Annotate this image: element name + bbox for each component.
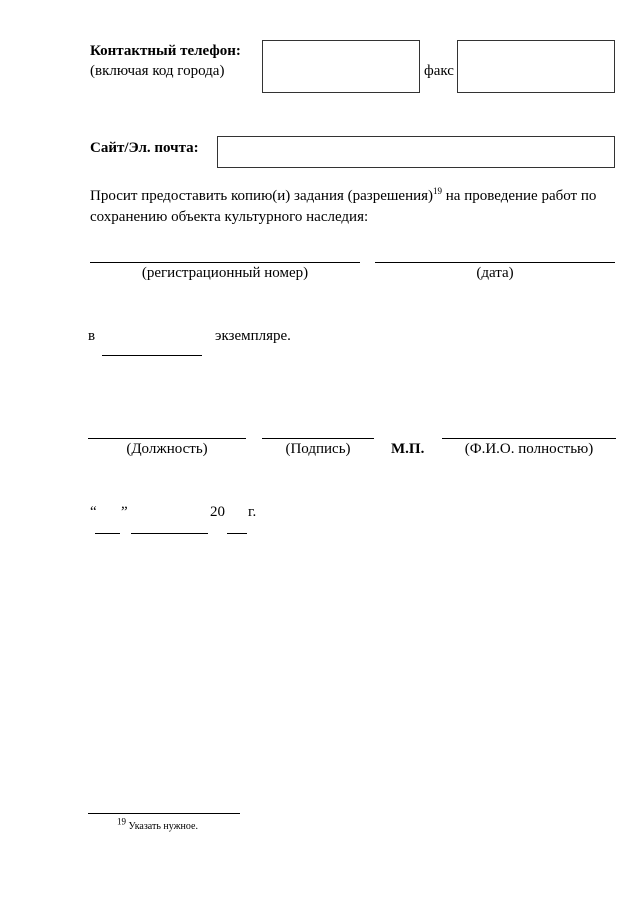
site-email-field[interactable] [217, 136, 615, 168]
phone-hint: (включая код города) [90, 63, 225, 79]
footnote-number: 19 [117, 816, 126, 827]
phone-field[interactable] [262, 40, 420, 93]
position-caption: (Должность) [126, 441, 208, 457]
month-line[interactable] [131, 533, 208, 534]
footnote-separator [88, 813, 240, 814]
site-email-label: Сайт/Эл. почта: [90, 140, 199, 156]
registration-date-line[interactable] [375, 262, 615, 263]
year-line[interactable] [227, 533, 247, 534]
signature-caption: (Подпись) [285, 441, 351, 457]
registration-number-line[interactable] [90, 262, 360, 263]
registration-number-caption: (регистрационный номер) [141, 265, 309, 281]
footnote [117, 816, 198, 833]
position-line[interactable] [88, 438, 246, 439]
full-name-line[interactable] [442, 438, 616, 439]
stamp-label: М.П. [391, 441, 425, 457]
copies-suffix: экземпляре. [215, 328, 291, 344]
date-year-suffix: г. [248, 504, 257, 520]
fax-label: факс [424, 63, 454, 79]
registration-date-caption: (дата) [476, 265, 514, 281]
date-year-prefix: 20 [210, 504, 225, 520]
footnote-text: Указать нужное. [128, 821, 198, 832]
date-open-quote: “ [90, 504, 97, 520]
signature-line[interactable] [262, 438, 374, 439]
day-line[interactable] [95, 533, 120, 534]
request-text-line-2: сохранению объекта культурного наследия: [90, 209, 369, 225]
request-text-line-1: Просит предоставить копию(и) задания (разрешения)$^{19}$ на проведение работ по [90, 186, 597, 204]
copies-count-line[interactable] [102, 355, 202, 356]
phone-label: Контактный телефон: [90, 43, 241, 59]
copies-prefix: в [88, 328, 96, 344]
fax-field[interactable] [457, 40, 615, 93]
full-name-caption: (Ф.И.О. полностью) [464, 441, 594, 457]
date-close-quote: ” [121, 504, 128, 520]
footnote-ref: 19 [433, 186, 443, 196]
